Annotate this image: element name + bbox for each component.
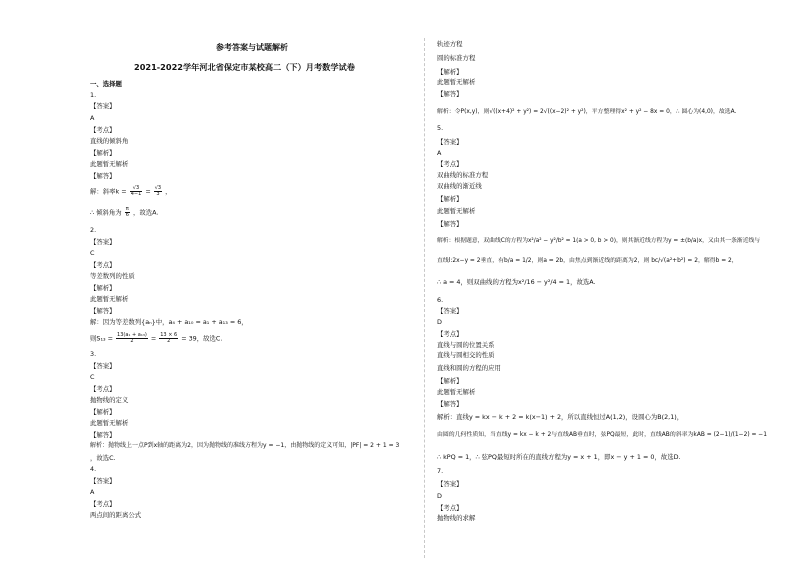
q3-answer-value: C (90, 373, 95, 381)
q5-solution-line1: 解析：根据题意，双曲线C的方程为x²/a² − y²/b² = 1(a > 0, b > 0)，则其渐近线方程为y = ±(b/a)x，又由其一条渐近线与 (437, 238, 761, 244)
q7-topic-label: 【考点】 (437, 504, 463, 512)
q1-slope-fraction (130, 186, 143, 197)
q2-sum-numerator: 13(a₁ + a₁₃) (117, 332, 147, 338)
q1-slope-denominator-2: 3 (156, 191, 160, 197)
q5-topic-value-2: 双曲线的渐近线 (437, 182, 482, 190)
q5-solution-line3: ∴ a = 4，则双曲线的方程为x²/16 − y²/4 = 1，故选A. (437, 278, 596, 286)
q4-number: 4. (90, 465, 97, 473)
q1-slope-numerator-2: √3 (154, 185, 162, 191)
q4-answer-label: 【答案】 (90, 477, 116, 485)
q1-angle-fraction (125, 207, 130, 218)
q5-solution-label: 【解答】 (437, 220, 463, 228)
q7-answer-label: 【答案】 (437, 480, 463, 488)
q1-topic-value: 直线的倾斜角 (90, 137, 129, 145)
q4-topic-value: 两点间的距离公式 (90, 511, 142, 519)
q6-topic-label: 【考点】 (437, 330, 463, 338)
q3-topic-label: 【考点】 (90, 385, 116, 393)
q2-solution-sum (90, 333, 222, 344)
q1-slope-tail: ， (165, 187, 172, 196)
q1-number: 1. (90, 91, 97, 99)
q1-answer-label: 【答案】 (90, 102, 116, 110)
q4-topic-label: 【考点】 (90, 500, 116, 508)
q2-topic-label: 【考点】 (90, 261, 116, 269)
q1-slope-equals: = (145, 187, 151, 196)
q5-analysis-label: 【解析】 (437, 195, 463, 203)
section-heading: 一、选择题 (90, 80, 122, 88)
document-title: 参考答案与试题解析 (216, 43, 288, 52)
q1-slope-numerator: √3 (130, 186, 143, 192)
column-divider (424, 38, 425, 558)
q1-solution-label: 【解答】 (90, 172, 116, 180)
q6-analysis-value: 此题暂无解析 (437, 388, 476, 396)
q6-analysis-label: 【解析】 (437, 377, 463, 385)
q1-solution-angle (90, 207, 158, 218)
q4-analysis-label: 【解析】 (437, 68, 463, 76)
q4-topic-value-3: 圆的标准方程 (437, 54, 476, 62)
q3-solution-label: 【解答】 (90, 431, 116, 439)
q2-solution-label: 【解答】 (90, 307, 116, 315)
q5-topic-label: 【考点】 (437, 160, 463, 168)
q1-slope-fraction-2 (154, 186, 162, 197)
q4-analysis-value: 此题暂无解析 (437, 78, 476, 86)
q3-topic-value: 抛物线的定义 (90, 396, 129, 404)
q2-sum-denominator: 2 (130, 338, 134, 344)
q6-number: 6. (437, 296, 444, 304)
q6-answer-value: D (437, 318, 442, 326)
q6-answer-label: 【答案】 (437, 307, 463, 315)
q2-sum-fraction-2 (159, 333, 178, 344)
q5-topic-value: 双曲线的标准方程 (437, 171, 489, 179)
q2-topic-value: 等差数列的性质 (90, 272, 135, 280)
q4-solution-label: 【解答】 (437, 90, 463, 98)
q1-angle-tail: ，故选A. (132, 208, 159, 217)
q2-analysis-value: 此题暂无解析 (90, 295, 129, 303)
q1-analysis-value: 此题暂无解析 (90, 160, 129, 168)
q5-analysis-value: 此题暂无解析 (437, 207, 476, 215)
q2-sum-fraction (116, 333, 148, 344)
q2-number: 2. (90, 226, 97, 234)
q1-angle-text: ∴ 倾斜角为 (90, 208, 122, 217)
q4-answer-value: A (90, 488, 95, 496)
q3-analysis-value: 此题暂无解析 (90, 419, 129, 427)
q3-analysis-label: 【解析】 (90, 408, 116, 416)
q1-solution-slope (90, 186, 172, 197)
q3-solution-line1: 解析：抛物线上一点P到x轴的距离为2，因为抛物线的准线方程为y = −1，由抛物线的定义可知，|PF| = 2 + 1 = 3 (90, 442, 400, 449)
q6-solution-line2: 由圆的几何性质知，当直线y = kx − k + 2与直线AB垂直时，弦PQ最短，此时，直线AB的斜率为kAB = (2−1)/(1−2) = −1 (437, 432, 767, 438)
q4-topic-value-2: 轨迹方程 (437, 40, 463, 48)
q6-topic-value: 直线与圆的位置关系 (437, 341, 495, 349)
document-subtitle: 2021-2022学年河北省保定市某校高二（下）月考数学试卷 (134, 62, 355, 72)
q2-sum-tail: = 39，故选C. (181, 334, 223, 343)
q3-number: 3. (90, 350, 97, 358)
q1-slope-denominator: 4−1 (130, 191, 142, 197)
q2-sum-denominator-2: 2 (167, 338, 171, 344)
q6-topic-value-3: 直线和圆的方程的应用 (437, 364, 501, 372)
q2-analysis-label: 【解析】 (90, 284, 116, 292)
q1-slope-text: 解：斜率k = (90, 187, 127, 196)
q7-number: 7. (437, 467, 444, 475)
q6-solution-line3: ∴ kPQ = 1，∴ 弦PQ最短时所在的直线方程为y = x + 1，即x − y + 1 = 0，故选D. (437, 453, 681, 461)
q3-answer-label: 【答案】 (90, 362, 116, 370)
q2-sum-equals: = (150, 334, 157, 343)
q1-answer-value: A (90, 114, 95, 122)
q7-answer-value: D (437, 492, 442, 500)
q3-solution-line2: ，故选C. (90, 454, 116, 462)
q4-solution-line1: 解析：令P(x,y)，则√((x+4)² + y²) = 2√((x−2)² + y²)，平方整理得x² + y² − 8x = 0，∴ 圆心为(4,0)，故选A. (437, 109, 737, 115)
q2-sum-text: 则S₁₃ = (90, 334, 113, 343)
q2-sum-numerator-2: 13 × 6 (160, 332, 178, 338)
q7-topic-value: 抛物线的求解 (437, 514, 476, 522)
q1-angle-numerator: π (125, 206, 129, 212)
q5-solution-line2: 直线l:2x−y = 2垂直，有b/a = 1/2，则a = 2b，由焦点到渐近线的距离为2，则 bc/√(a²+b²) = 2，解得b = 2， (437, 258, 738, 264)
q1-analysis-label: 【解析】 (90, 149, 116, 157)
q6-topic-value-2: 直线与圆相交的性质 (437, 351, 495, 359)
q5-answer-value: A (437, 149, 442, 157)
q2-answer-value: C (90, 249, 95, 257)
q1-topic-label: 【考点】 (90, 126, 116, 134)
q1-angle-denominator: 6 (125, 212, 129, 218)
q2-solution-line1: 解：因为等差数列{aₙ}中，a₄ + a₁₀ = a₁ + a₁₃ = 6， (90, 318, 248, 326)
q5-number: 5. (437, 124, 444, 132)
q6-solution-line1: 解析：直线y = kx − k + 2 = k(x−1) + 2，所以直线恒过A(1,2)，设圆心为B(2,1)， (437, 413, 684, 421)
q2-answer-label: 【答案】 (90, 238, 116, 246)
q5-answer-label: 【答案】 (437, 138, 463, 146)
q6-solution-label: 【解答】 (437, 400, 463, 408)
